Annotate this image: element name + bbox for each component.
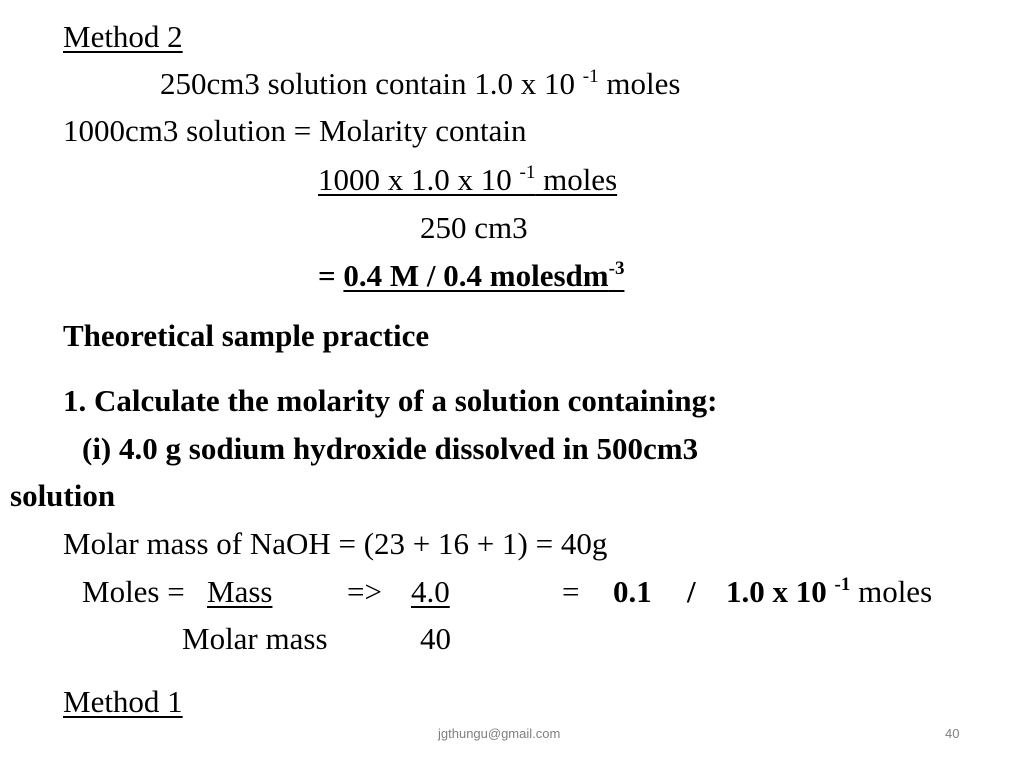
slide-number: 40: [945, 726, 960, 741]
method2-result-equals: =: [318, 258, 344, 293]
practice-part-i: (i) 4.0 g sodium hydroxide dissolved in 500cm3: [82, 431, 699, 466]
moles-result-2-text: 1.0 x 10: [726, 574, 835, 609]
moles-slash: /: [687, 574, 696, 609]
moles-molar-mass-denominator: Molar mass: [182, 621, 328, 656]
method2-line-2: 1000cm3 solution = Molarity contain: [63, 113, 527, 148]
method2-numerator: [318, 162, 617, 198]
method2-result-text: 0.4 M / 0.4 molesdm: [343, 258, 609, 293]
method2-numerator-exponent: -1: [519, 162, 536, 183]
method2-result-exponent: -3: [608, 258, 625, 279]
method2-denominator: 250 cm3: [420, 210, 528, 245]
practice-heading: Theoretical sample practice: [63, 318, 430, 353]
moles-result-2-unit: moles: [850, 574, 933, 609]
method2-line-1-exponent: -1: [582, 66, 599, 87]
method2-numerator-unit: moles: [535, 162, 618, 197]
moles-result-2-exponent: -1: [834, 574, 851, 595]
method2-result: [318, 258, 624, 294]
method2-line-1-unit: moles: [598, 66, 681, 101]
moles-result-1: 0.1: [613, 574, 652, 609]
moles-label: Moles =: [82, 574, 185, 609]
moles-mass-numerator: Mass: [207, 574, 273, 609]
method2-line-1-text: 250cm3 solution contain 1.0 x 10: [160, 66, 583, 101]
footer-email: jgthungu@gmail.com: [438, 726, 561, 741]
method2-line-1: [160, 66, 680, 102]
practice-part-i-continued: solution: [10, 478, 116, 513]
moles-value-numerator: 4.0: [411, 574, 450, 609]
moles-result-2: [726, 574, 932, 610]
method1-heading: Method 1: [63, 684, 183, 719]
moles-arrow: =>: [347, 574, 382, 609]
moles-equals: =: [562, 574, 580, 609]
practice-question: 1. Calculate the molarity of a solution containing:: [63, 383, 718, 418]
method2-result-value: [343, 258, 624, 293]
molar-mass-line: Molar mass of NaOH = (23 + 16 + 1) = 40g: [63, 526, 608, 561]
method2-numerator-text: 1000 x 1.0 x 10: [318, 162, 520, 197]
moles-value-denominator: 40: [420, 621, 451, 656]
method2-heading: Method 2: [63, 19, 183, 54]
